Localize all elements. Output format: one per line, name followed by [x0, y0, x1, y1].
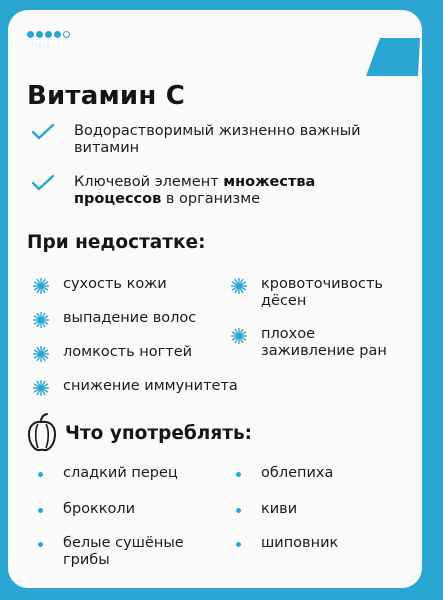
pagination-dot [63, 31, 70, 38]
starburst-icon [231, 328, 247, 344]
pagination-dots [27, 31, 70, 38]
starburst-icon [33, 380, 49, 396]
checkmark-icon [31, 123, 55, 141]
food-item-label: киви [261, 501, 298, 517]
deficiency-item-label: ломкость ногтей [63, 344, 193, 360]
starburst-icon [231, 278, 247, 294]
info-card [8, 10, 422, 588]
pagination-dot [45, 31, 52, 38]
bullet-icon [38, 472, 43, 477]
bullet-icon [38, 542, 43, 547]
bullet-icon [236, 508, 241, 513]
page-title: Витамин С [27, 81, 186, 111]
food-item-label: брокколи [63, 501, 136, 517]
deficiency-heading: При недостатке: [27, 232, 206, 253]
pagination-dot-active [54, 31, 61, 38]
starburst-icon [33, 312, 49, 328]
starburst-icon [33, 346, 49, 362]
deficiency-item-label: сухость кожи [63, 276, 167, 292]
pagination-dot [36, 31, 43, 38]
starburst-icon [33, 278, 49, 294]
deficiency-item-label: плохое заживление ран [261, 326, 387, 359]
deficiency-item-label: выпадение волос [63, 310, 197, 326]
intro-text [74, 174, 354, 208]
checkmark-icon [31, 174, 55, 192]
bullet-icon [236, 542, 241, 547]
foods-heading: Что употреблять: [65, 423, 253, 444]
corner-decoration-icon [366, 38, 420, 76]
bullet-icon [38, 508, 43, 513]
deficiency-item-label: кровоточивость дёсен [261, 276, 383, 309]
food-item-label: шиповник [261, 535, 339, 551]
intro-text-bold: множества процессов [74, 174, 316, 207]
pagination-dot [27, 31, 34, 38]
intro-text-prefix: Ключевой элемент [74, 174, 224, 190]
intro-text: Водорастворимый жизненно важный витамин [74, 123, 361, 156]
bullet-icon [236, 472, 241, 477]
bell-pepper-icon [26, 413, 58, 453]
food-item-label: сладкий перец [63, 465, 178, 481]
deficiency-item-label: снижение иммунитета [63, 378, 238, 394]
intro-text-suffix: в организме [161, 191, 261, 207]
food-item-label: белые сушёные грибы [63, 535, 184, 568]
food-item-label: облепиха [261, 465, 334, 481]
